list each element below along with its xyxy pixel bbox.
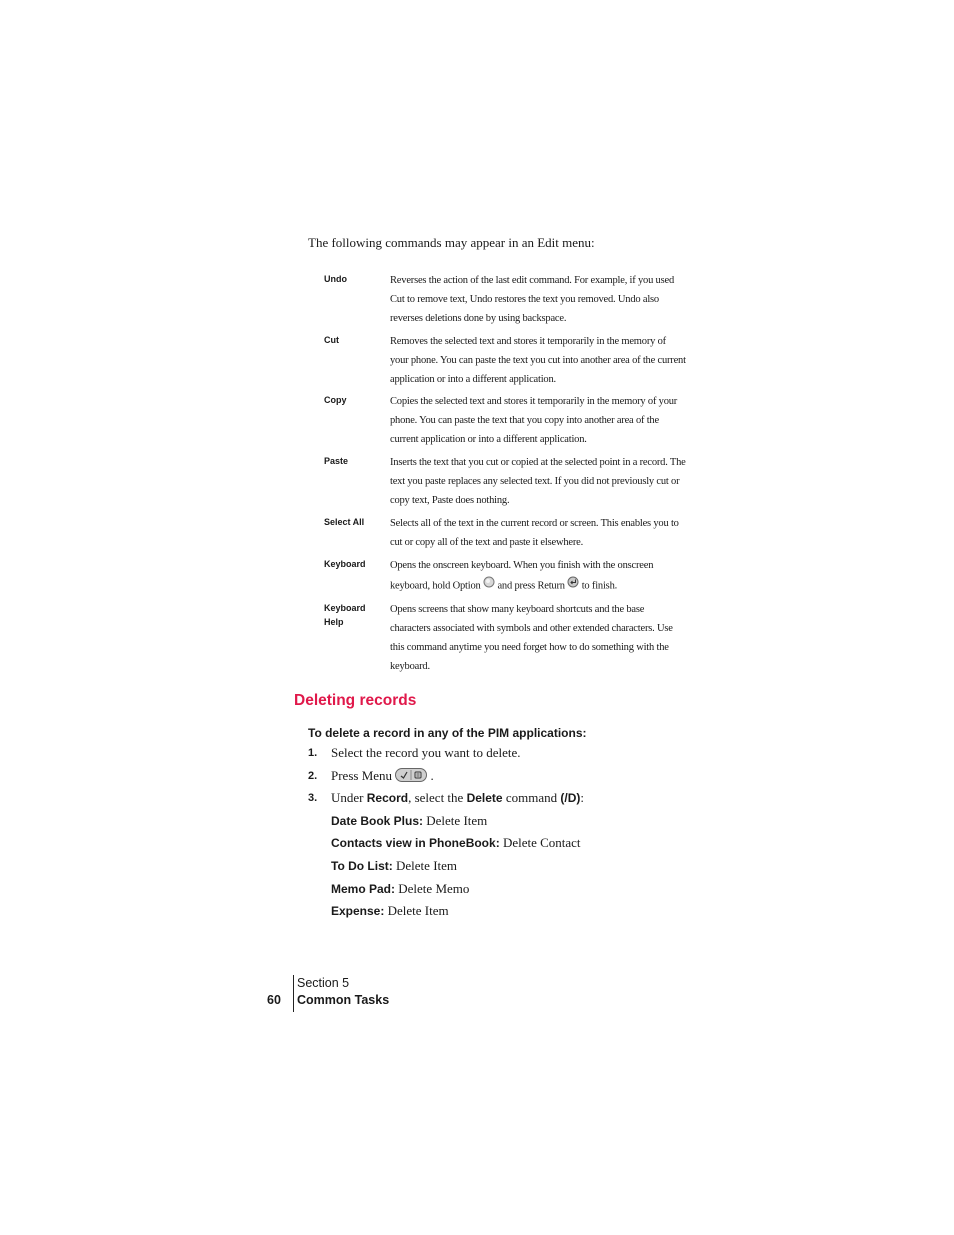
keyboard-help-term-line-1: Keyboard — [324, 603, 366, 613]
command-term-cut: Cut — [324, 335, 339, 345]
step-number-3: 3. — [308, 792, 318, 804]
page-number: 60 — [267, 993, 281, 1007]
app-item-to-do — [331, 858, 457, 874]
menu-key-icon — [395, 768, 427, 786]
step-3-part-1: Under — [331, 790, 364, 805]
step-number-2: 2. — [308, 770, 318, 782]
step-2-label: Press Menu — [331, 768, 393, 783]
step-text-3 — [331, 790, 584, 806]
command-desc-select-all: Selects all of the text in the current record or screen. This enables you to cut or copy all of the text and paste it elsewhere. — [390, 518, 679, 548]
keyboard-desc-part-3: to finish. — [581, 580, 618, 592]
app-label: Contacts view in PhoneBook: — [331, 836, 500, 850]
command-term-keyboard-help — [324, 601, 366, 629]
app-value: Delete Item — [396, 858, 458, 873]
app-label: Expense: — [331, 904, 385, 918]
command-term-copy: Copy — [324, 395, 347, 405]
step-3-delete: Delete — [466, 791, 503, 805]
section-heading: Deleting records — [294, 692, 417, 709]
command-term-keyboard: Keyboard — [324, 559, 366, 569]
app-value: Delete Item — [387, 903, 449, 918]
step-text-1: Select the record you want to delete. — [331, 745, 521, 760]
app-value: Delete Item — [426, 813, 488, 828]
app-item-expense — [331, 903, 449, 919]
intro-text: The following commands may appear in an Edit menu: — [308, 235, 595, 250]
command-desc-copy: Copies the selected text and stores it temporarily in the memory of your phone. You can paste the text that you copy into another area of the current application or into a different application. — [390, 396, 678, 445]
step-3-shortcut: (/D) — [560, 791, 581, 805]
step-2-end: . — [430, 768, 434, 783]
command-term-select-all: Select All — [324, 517, 365, 527]
return-key-icon — [567, 576, 579, 596]
app-value: Delete Memo — [398, 881, 470, 896]
footer-section: Section 5 — [297, 976, 350, 990]
keyboard-help-term-line-2: Help — [324, 617, 344, 627]
app-label: To Do List: — [331, 859, 393, 873]
app-value: Delete Contact — [502, 835, 581, 850]
step-3-part-4: : — [580, 790, 584, 805]
command-term-paste: Paste — [324, 456, 349, 466]
app-item-memo-pad — [331, 881, 469, 897]
step-3-record: Record — [366, 791, 409, 805]
app-label: Date Book Plus: — [331, 814, 424, 828]
option-key-icon — [483, 576, 495, 596]
app-item-date-book — [331, 813, 487, 829]
keyboard-desc-part-2: and press Return — [497, 580, 565, 592]
app-label: Memo Pad: — [331, 882, 396, 896]
footer-title: Common Tasks — [297, 993, 390, 1007]
procedure-title: To delete a record in any of the PIM applications: — [308, 726, 587, 740]
command-desc-cut: Removes the selected text and stores it temporarily in the memory of your phone. You can paste the text you cut into another area of the current application or into a different application. — [390, 336, 686, 385]
command-desc-keyboard-help: Opens screens that show many keyboard shortcuts and the base characters associated with symbols and other extended characters. Use this command anytime you need forget how to do something with the keyboard. — [390, 604, 673, 672]
step-3-part-2: , select the — [408, 790, 464, 805]
step-3-part-3: command — [505, 790, 558, 805]
footer-divider — [293, 975, 294, 1012]
command-term-undo: Undo — [324, 274, 347, 284]
command-desc-paste: Inserts the text that you cut or copied at the selected point in a record. The text you paste replaces any selected text. If you did not previously cut or copy text, Paste does nothing. — [390, 457, 686, 506]
step-text-2 — [331, 768, 434, 786]
app-item-contacts — [331, 835, 581, 851]
step-number-1: 1. — [308, 747, 318, 759]
command-desc-keyboard — [390, 556, 686, 596]
keyboard-desc-part-1: Opens the onscreen keyboard. When you finish with the onscreen keyboard, hold Option — [390, 560, 654, 592]
command-desc-undo: Reverses the action of the last edit command. For example, if you used Cut to remove text, Undo restores the text you removed. Undo also reverses deletions done by using backspace. — [390, 275, 675, 324]
